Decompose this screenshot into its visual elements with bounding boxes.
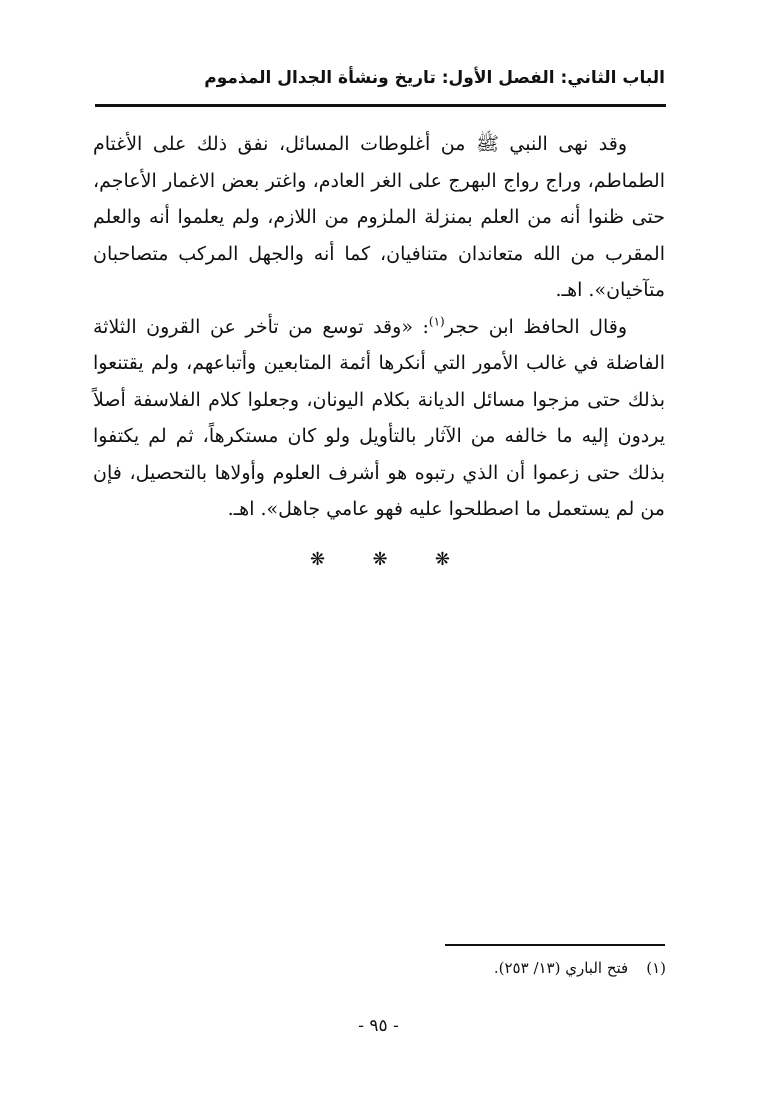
running-header: الباب الثاني: الفصل الأول: تاريخ ونشأة الجدال المذموم <box>204 68 665 88</box>
footnote-rule <box>445 944 665 946</box>
section-separator <box>310 548 450 572</box>
paragraph-2-rest: : «وقد توسع من تأخر عن القرون الثلاثة الفاضلة في غالب الأمور التي أنكرها أئمة المتابعين وأتباعهم، ولم يقتنعوا بذلك حتى مزجوا مسائل الديانة بكلام اليونان، وجعلوا كلام الفلاسفة أصلاً يردون إليه ما خالفه من الآثار بالتأويل ولو كان مستكرهاً، ثم لم يكتفوا بذلك حتى زعموا أن الذي رتبوه هو أشرف العلوم وأولاها بالتحصيل، فإن من لم يستعمل ما اصطلحوا عليه فهو عامي جاهل». اهـ. <box>93 315 665 520</box>
star-ornament: ❋ <box>434 549 450 570</box>
page-number: - ٩٥ - <box>358 1016 399 1036</box>
header-rule <box>95 104 666 107</box>
footnote-reference[interactable]: (١) <box>428 314 445 329</box>
paragraph-1: وقد نهى النبي ﷺ من أغلوطات المسائل، نفق ذلك على الأغتام الطماطم، وراج رواج البهرج على الغر العادم، واغتر بعض الاغمار الأعاجم، حتى ظنوا أنه من العلم بمنزلة الملزوم من اللازم، ولم يعلموا أنه والعلم المقرب من الله متعاندان متنافيان، كما أنه والجهل المركب متصاحبان متآخيان». اهـ. <box>93 133 665 301</box>
paragraph-2 <box>93 309 665 528</box>
star-ornament: ❋ <box>310 549 326 570</box>
paragraph-2-start: وقال الحافظ ابن حجر <box>444 315 628 338</box>
star-ornament: ❋ <box>372 549 388 570</box>
footnote-text: فتح الباري (١٣/ ٢٥٣). <box>493 959 629 977</box>
main-text <box>93 126 665 528</box>
footnote-number: (١) <box>646 959 666 977</box>
footnote <box>300 956 666 980</box>
